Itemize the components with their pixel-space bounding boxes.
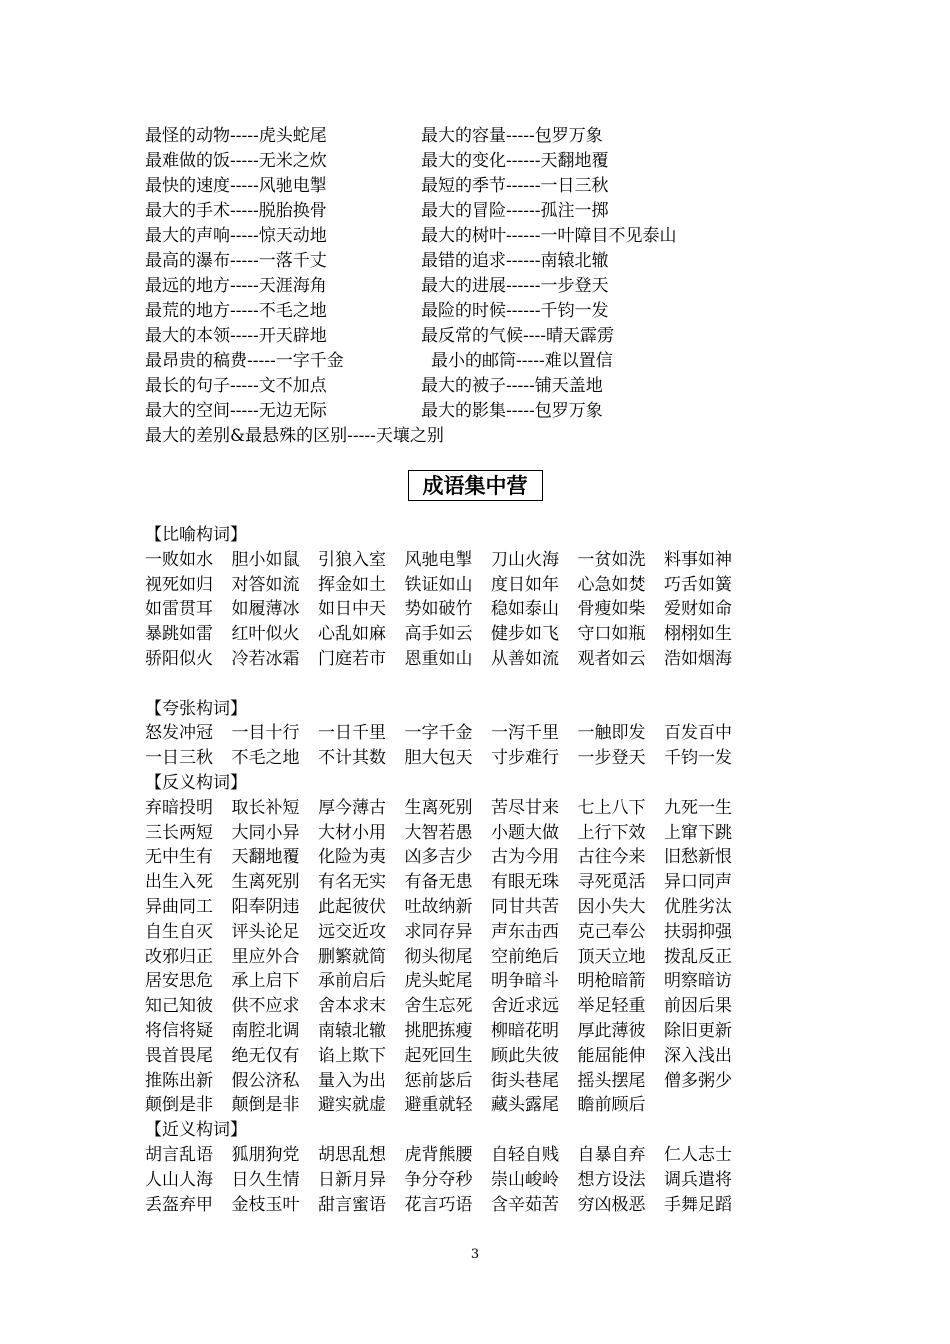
- idiom: 谄上欺下: [318, 1045, 386, 1066]
- idiom: 守口如瓶: [577, 624, 646, 645]
- idiom: 自生自灭: [145, 921, 213, 942]
- idiom: 骨瘦如柴: [577, 599, 646, 620]
- idiom: 稳如泰山: [491, 599, 559, 620]
- idiom: 此起彼伏: [318, 896, 386, 917]
- idiom: 心急如焚: [577, 574, 646, 595]
- idiom: 如履薄冰: [231, 599, 300, 620]
- idiom: 手舞足蹈: [664, 1194, 732, 1215]
- idiom: 阳奉阴违: [231, 896, 300, 917]
- idiom: 生离死别: [404, 797, 473, 818]
- idiom: 日久生情: [231, 1169, 300, 1190]
- idiom: 厚此薄彼: [577, 1020, 646, 1041]
- idiom: 三长两短: [145, 822, 213, 843]
- idiom: 彻头彻尾: [404, 946, 473, 967]
- idiom: 大智若愚: [404, 822, 473, 843]
- superlative-row: [145, 374, 825, 399]
- idiom: 如雷贯耳: [145, 599, 213, 620]
- idiom: 花言巧语: [404, 1194, 473, 1215]
- idiom-row: [145, 573, 765, 598]
- idiom: 化险为夷: [318, 847, 386, 868]
- idiom-row: [145, 1069, 765, 1094]
- idiom: 惩前毖后: [404, 1070, 473, 1091]
- idiom: 仁人志士: [664, 1144, 732, 1165]
- idiom: 举足轻重: [577, 996, 646, 1017]
- idiom: 旧愁新恨: [664, 847, 732, 868]
- idiom: 能屈能伸: [577, 1045, 646, 1066]
- idiom: 推陈出新: [145, 1070, 213, 1091]
- idiom: 藏头露尾: [491, 1095, 559, 1116]
- superlative-left: 最长的句子-----文不加点: [145, 376, 327, 396]
- idiom: 日新月异: [318, 1169, 386, 1190]
- idiom: 含辛茹苦: [491, 1194, 559, 1215]
- idiom: 如日中天: [318, 599, 386, 620]
- idiom: 栩栩如生: [664, 624, 732, 645]
- superlative-left: 最怪的动物-----虎头蛇尾: [145, 126, 327, 146]
- idiom: 丢盔弃甲: [145, 1194, 213, 1215]
- idiom: 求同存异: [404, 921, 473, 942]
- idiom: 假公济私: [231, 1070, 300, 1091]
- idiom: 苦尽甘来: [491, 797, 559, 818]
- idiom-row: [145, 647, 765, 672]
- superlative-right: 最大的变化------天翻地覆: [421, 151, 609, 171]
- idiom: 天翻地覆: [231, 847, 300, 868]
- idiom: 寻死觅活: [577, 872, 646, 893]
- idiom: 起死回生: [404, 1045, 473, 1066]
- idiom: 优胜劣汰: [664, 896, 732, 917]
- idiom: 高手如云: [404, 624, 473, 645]
- superlative-row: [145, 249, 825, 274]
- idiom: 古往今来: [577, 847, 646, 868]
- idiom: 克己奉公: [577, 921, 646, 942]
- idiom: 无中生有: [145, 847, 213, 868]
- idiom: 知己知彼: [145, 996, 213, 1017]
- page-number: 3: [470, 1247, 480, 1262]
- idiom: 心乱如麻: [318, 624, 386, 645]
- idiom: 柳暗花明: [491, 1020, 559, 1041]
- idiom: 大材小用: [318, 822, 386, 843]
- idiom: 争分夺秒: [404, 1169, 473, 1190]
- idiom: 门庭若市: [318, 648, 386, 669]
- idiom: 冷若冰霜: [231, 648, 300, 669]
- idiom-row: [145, 622, 765, 647]
- idiom: 刀山火海: [491, 549, 559, 570]
- idiom: 摇头摆尾: [577, 1070, 646, 1091]
- idiom: 有备无患: [404, 872, 473, 893]
- superlative-right: 最大的影集-----包罗万象: [421, 401, 603, 421]
- idiom: 改邪归正: [145, 946, 213, 967]
- superlative-row: [145, 349, 825, 374]
- idiom: 弃暗投明: [145, 797, 213, 818]
- idiom: 明察暗访: [664, 971, 732, 992]
- idiom: 顾此失彼: [491, 1045, 559, 1066]
- idiom: 自暴自弃: [577, 1144, 646, 1165]
- idiom: 舍本求末: [318, 996, 386, 1017]
- idiom-row: [145, 845, 765, 870]
- idiom: 舍生忘死: [404, 996, 473, 1017]
- idiom: 爱财如命: [664, 599, 732, 620]
- idiom: 异口同声: [664, 872, 732, 893]
- idiom: 度日如年: [491, 574, 559, 595]
- title-wrapper: [0, 470, 950, 501]
- idiom: 挑肥拣瘦: [404, 1020, 473, 1041]
- idiom: 除旧更新: [664, 1020, 732, 1041]
- idiom-row: [145, 969, 765, 994]
- idiom-row: [145, 1143, 765, 1168]
- idiom-row: [145, 1168, 765, 1193]
- idiom: 胆小如鼠: [231, 549, 300, 570]
- idiom: 不毛之地: [231, 748, 300, 769]
- idiom: 深入浅出: [664, 1045, 732, 1066]
- idiom: 狐朋狗党: [231, 1144, 300, 1165]
- idiom: 风驰电掣: [404, 549, 473, 570]
- idiom: 声东击西: [491, 921, 559, 942]
- idiom: 势如破竹: [404, 599, 473, 620]
- superlative-right: 最短的季节------一日三秋: [421, 176, 609, 196]
- superlative-right: 最大的容量-----包罗万象: [421, 126, 603, 146]
- idiom: 古为今用: [491, 847, 559, 868]
- section-header-fanyi: 【反义构词】: [145, 772, 247, 793]
- idiom: 百发百中: [664, 723, 732, 744]
- idiom: 巧舌如簧: [664, 574, 732, 595]
- superlative-left: 最大的手术-----脱胎换骨: [145, 201, 327, 221]
- idiom: 上窜下跳: [664, 822, 732, 843]
- superlative-row: [145, 199, 825, 224]
- idiom: 千钧一发: [664, 748, 732, 769]
- superlative-left: 最荒的地方-----不毛之地: [145, 301, 327, 321]
- superlative-left: 最高的瀑布-----一落千丈: [145, 251, 327, 271]
- idiom: 取长补短: [231, 797, 300, 818]
- idiom: 吐故纳新: [404, 896, 473, 917]
- idiom: 避实就虚: [318, 1095, 386, 1116]
- idiom: 上行下效: [577, 822, 646, 843]
- idiom-row: [145, 1019, 765, 1044]
- idiom-row: [145, 721, 765, 746]
- idiom: 穷凶极恶: [577, 1194, 646, 1215]
- superlative-row: [145, 399, 825, 424]
- idiom: 同甘共苦: [491, 896, 559, 917]
- idiom: 量入为出: [318, 1070, 386, 1091]
- idiom: 虎背熊腰: [404, 1144, 473, 1165]
- idiom: 金枝玉叶: [231, 1194, 300, 1215]
- idiom: 虎头蛇尾: [404, 971, 473, 992]
- idiom: 颠倒是非: [231, 1095, 300, 1116]
- idiom: 因小失大: [577, 896, 646, 917]
- idiom: 一触即发: [577, 723, 646, 744]
- idiom: 一败如水: [145, 549, 213, 570]
- section-header-jinyi: 【近义构词】: [145, 1120, 247, 1141]
- superlative-right: 最错的追求------南辕北辙: [421, 251, 609, 271]
- idiom: 红叶似火: [231, 624, 300, 645]
- superlative-right: 最大的树叶------一叶障目不见泰山: [421, 226, 677, 246]
- idiom: 自轻自贱: [491, 1144, 559, 1165]
- idiom: 一日千里: [318, 723, 386, 744]
- superlative-left: 最昂贵的稿费-----一字千金: [145, 351, 344, 371]
- superlative-right: 最大的进展------一步登天: [421, 276, 609, 296]
- idiom: 崇山峻岭: [491, 1169, 559, 1190]
- superlative-right: 最险的时候------千钧一发: [421, 301, 609, 321]
- idiom: 骄阳似火: [145, 648, 213, 669]
- idiom-row: [145, 945, 765, 970]
- idiom: 一字千金: [404, 723, 473, 744]
- idiom: 挥金如土: [318, 574, 386, 595]
- idiom: 调兵遣将: [664, 1169, 732, 1190]
- idiom: 对答如流: [231, 574, 300, 595]
- idiom: 浩如烟海: [664, 648, 732, 669]
- idiom: 不计其数: [318, 748, 386, 769]
- idiom: 有眼无珠: [491, 872, 559, 893]
- idiom: 生离死别: [231, 872, 300, 893]
- superlative-row-last: [145, 424, 825, 449]
- idiom: 从善如流: [491, 648, 559, 669]
- section-header-biyu: 【比喻构词】: [145, 525, 247, 545]
- idiom: 删繁就简: [318, 946, 386, 967]
- idiom: 引狼入室: [318, 549, 386, 570]
- idiom: 一目十行: [231, 723, 300, 744]
- idiom-row: [145, 994, 765, 1019]
- idiom-row: [145, 597, 765, 622]
- idiom: 厚今薄古: [318, 797, 386, 818]
- idiom: 绝无仅有: [231, 1045, 300, 1066]
- idiom: 视死如归: [145, 574, 213, 595]
- idiom: 寸步难行: [491, 748, 559, 769]
- idiom: 九死一生: [664, 797, 732, 818]
- idiom-row: [145, 1044, 765, 1069]
- superlative-right: 最大的被子-----铺天盖地: [421, 376, 603, 396]
- idiom: 供不应求: [231, 996, 300, 1017]
- idiom: 承上启下: [231, 971, 300, 992]
- idiom: 胡思乱想: [318, 1144, 386, 1165]
- idiom: 铁证如山: [404, 574, 473, 595]
- superlative-row: [145, 149, 825, 174]
- idiom: 有名无实: [318, 872, 386, 893]
- idiom: 空前绝后: [491, 946, 559, 967]
- idiom-row: [145, 821, 765, 846]
- superlative-row: [145, 224, 825, 249]
- idiom: 僧多粥少: [664, 1070, 732, 1091]
- idiom: 七上八下: [577, 797, 646, 818]
- idiom-row: [145, 920, 765, 945]
- idiom: 小题大做: [491, 822, 559, 843]
- idiom: 想方设法: [577, 1169, 646, 1190]
- idiom: 异曲同工: [145, 896, 213, 917]
- superlative-right: 最小的邮筒-----难以置信: [431, 351, 613, 371]
- idiom: 料事如神: [664, 549, 732, 570]
- idiom-row: [145, 1193, 765, 1218]
- superlative-row: [145, 124, 825, 149]
- idiom: 居安思危: [145, 971, 213, 992]
- idiom: 避重就轻: [404, 1095, 473, 1116]
- idiom-row: [145, 870, 765, 895]
- section-header-kuazhang: 【夸张构词】: [145, 698, 247, 719]
- idiom: 街头巷尾: [491, 1070, 559, 1091]
- idiom: 南腔北调: [231, 1020, 300, 1041]
- idiom: 大同小异: [231, 822, 300, 843]
- idiom: 里应外合: [231, 946, 300, 967]
- idiom: 畏首畏尾: [145, 1045, 213, 1066]
- idiom: 扶弱抑强: [664, 921, 732, 942]
- idiom: 怒发冲冠: [145, 723, 213, 744]
- idiom-row: [145, 1093, 765, 1118]
- idiom: 远交近攻: [318, 921, 386, 942]
- superlative-left: 最大的声响-----惊天动地: [145, 226, 327, 246]
- idiom-row: [145, 796, 765, 821]
- superlative-left: 最远的地方-----天涯海角: [145, 276, 327, 296]
- idiom: 舍近求远: [491, 996, 559, 1017]
- idiom: 出生入死: [145, 872, 213, 893]
- idiom: 颠倒是非: [145, 1095, 213, 1116]
- superlative-row: [145, 174, 825, 199]
- superlative-left: 最大的本领-----开天辟地: [145, 326, 327, 346]
- superlative-row: [145, 324, 825, 349]
- superlative-last: 最大的差别&最悬殊的区别-----天壤之别: [145, 426, 444, 446]
- superlative-left: 最难做的饭-----无米之炊: [145, 151, 327, 171]
- idiom-row: [145, 746, 765, 771]
- idiom: 评头论足: [231, 921, 300, 942]
- superlative-left: 最快的速度-----风驰电掣: [145, 176, 327, 196]
- idiom: 凶多吉少: [404, 847, 473, 868]
- idiom: 明枪暗箭: [577, 971, 646, 992]
- idiom: 人山人海: [145, 1169, 213, 1190]
- superlatives-list: [145, 124, 825, 449]
- idiom-row: [145, 548, 765, 573]
- section-gap: [145, 672, 765, 697]
- superlative-row: [145, 274, 825, 299]
- section-title: 成语集中营: [408, 470, 543, 501]
- idiom: 观者如云: [577, 648, 646, 669]
- idiom: 明争暗斗: [491, 971, 559, 992]
- idiom: 一泻千里: [491, 723, 559, 744]
- idiom: 一日三秋: [145, 748, 213, 769]
- idiom: 甜言蜜语: [318, 1194, 386, 1215]
- idiom: 南辕北辙: [318, 1020, 386, 1041]
- idiom: 一贫如洗: [577, 549, 646, 570]
- idiom: 承前启后: [318, 971, 386, 992]
- idiom: 瞻前顾后: [577, 1095, 646, 1116]
- superlative-row: [145, 299, 825, 324]
- idiom-row: [145, 895, 765, 920]
- superlative-left: 最大的空间-----无边无际: [145, 401, 327, 421]
- idiom-sections: [145, 523, 765, 1217]
- idiom: 胆大包天: [404, 748, 473, 769]
- superlative-right: 最大的冒险------孤注一掷: [421, 201, 609, 221]
- idiom: 健步如飞: [491, 624, 559, 645]
- superlative-right: 最反常的气候----晴天霹雳: [421, 326, 614, 346]
- idiom: 恩重如山: [404, 648, 473, 669]
- idiom: 将信将疑: [145, 1020, 213, 1041]
- idiom: 一步登天: [577, 748, 646, 769]
- idiom: 拨乱反正: [664, 946, 732, 967]
- idiom: 顶天立地: [577, 946, 646, 967]
- idiom: 胡言乱语: [145, 1144, 213, 1165]
- idiom: 暴跳如雷: [145, 624, 213, 645]
- idiom: 前因后果: [664, 996, 732, 1017]
